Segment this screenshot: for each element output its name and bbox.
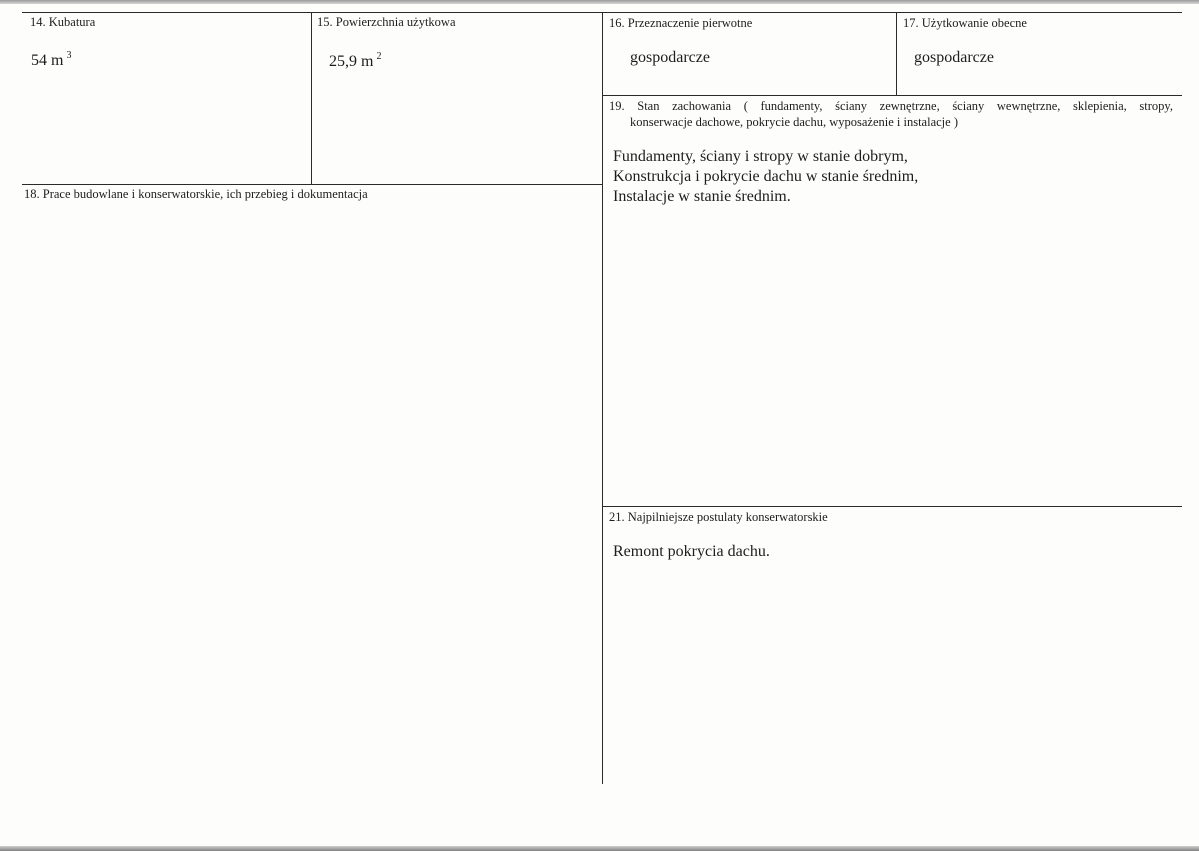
field-19-value-line: Fundamenty, ściany i stropy w stanie dobrym,	[613, 148, 908, 165]
field-14-value	[31, 46, 71, 71]
field-17-value: gospodarcze	[914, 49, 994, 66]
divider-19-21	[602, 506, 1182, 507]
field-14-label: 14. Kubatura	[30, 15, 96, 29]
divider-14-18	[22, 184, 602, 185]
field-19-label-line2: konserwacje dachowe, pokrycie dachu, wyposażenie i instalacje )	[630, 115, 958, 129]
divider-16-17	[896, 12, 897, 96]
field-15-value-text: 25,9 m	[329, 53, 374, 70]
field-17-label: 17. Użytkowanie obecne	[903, 16, 1027, 30]
scan-edge-bottom	[0, 846, 1199, 851]
field-19-value-line: Konstrukcja i pokrycie dachu w stanie średnim,	[613, 168, 919, 185]
field-16-value: gospodarcze	[630, 49, 710, 66]
divider-16-19	[602, 95, 1182, 96]
divider-14-15	[311, 12, 312, 184]
divider-left-right	[602, 12, 603, 784]
field-19-label-line1: 19. Stan zachowania ( fundamenty, ściany zewnętrzne, ściany wewnętrzne, sklepienia, stropy,	[609, 99, 1173, 113]
field-15-unit-exponent: 2	[376, 51, 382, 62]
field-15-value	[329, 47, 381, 72]
field-18-label: 18. Prace budowlane i konserwatorskie, ich przebieg i dokumentacja	[24, 187, 368, 201]
field-14-value-text: 54 m	[31, 52, 64, 69]
field-16-label: 16. Przeznaczenie pierwotne	[609, 16, 753, 30]
field-21-label: 21. Najpilniejsze postulaty konserwatorskie	[609, 510, 828, 524]
field-19-value-line: Instalacje w stanie średnim.	[613, 188, 791, 205]
field-19-value	[613, 147, 918, 207]
field-14-unit-exponent: 3	[66, 50, 72, 61]
field-15-label: 15. Powierzchnia użytkowa	[317, 15, 456, 29]
field-21-value: Remont pokrycia dachu.	[613, 543, 770, 560]
scan-edge-top	[0, 0, 1199, 4]
